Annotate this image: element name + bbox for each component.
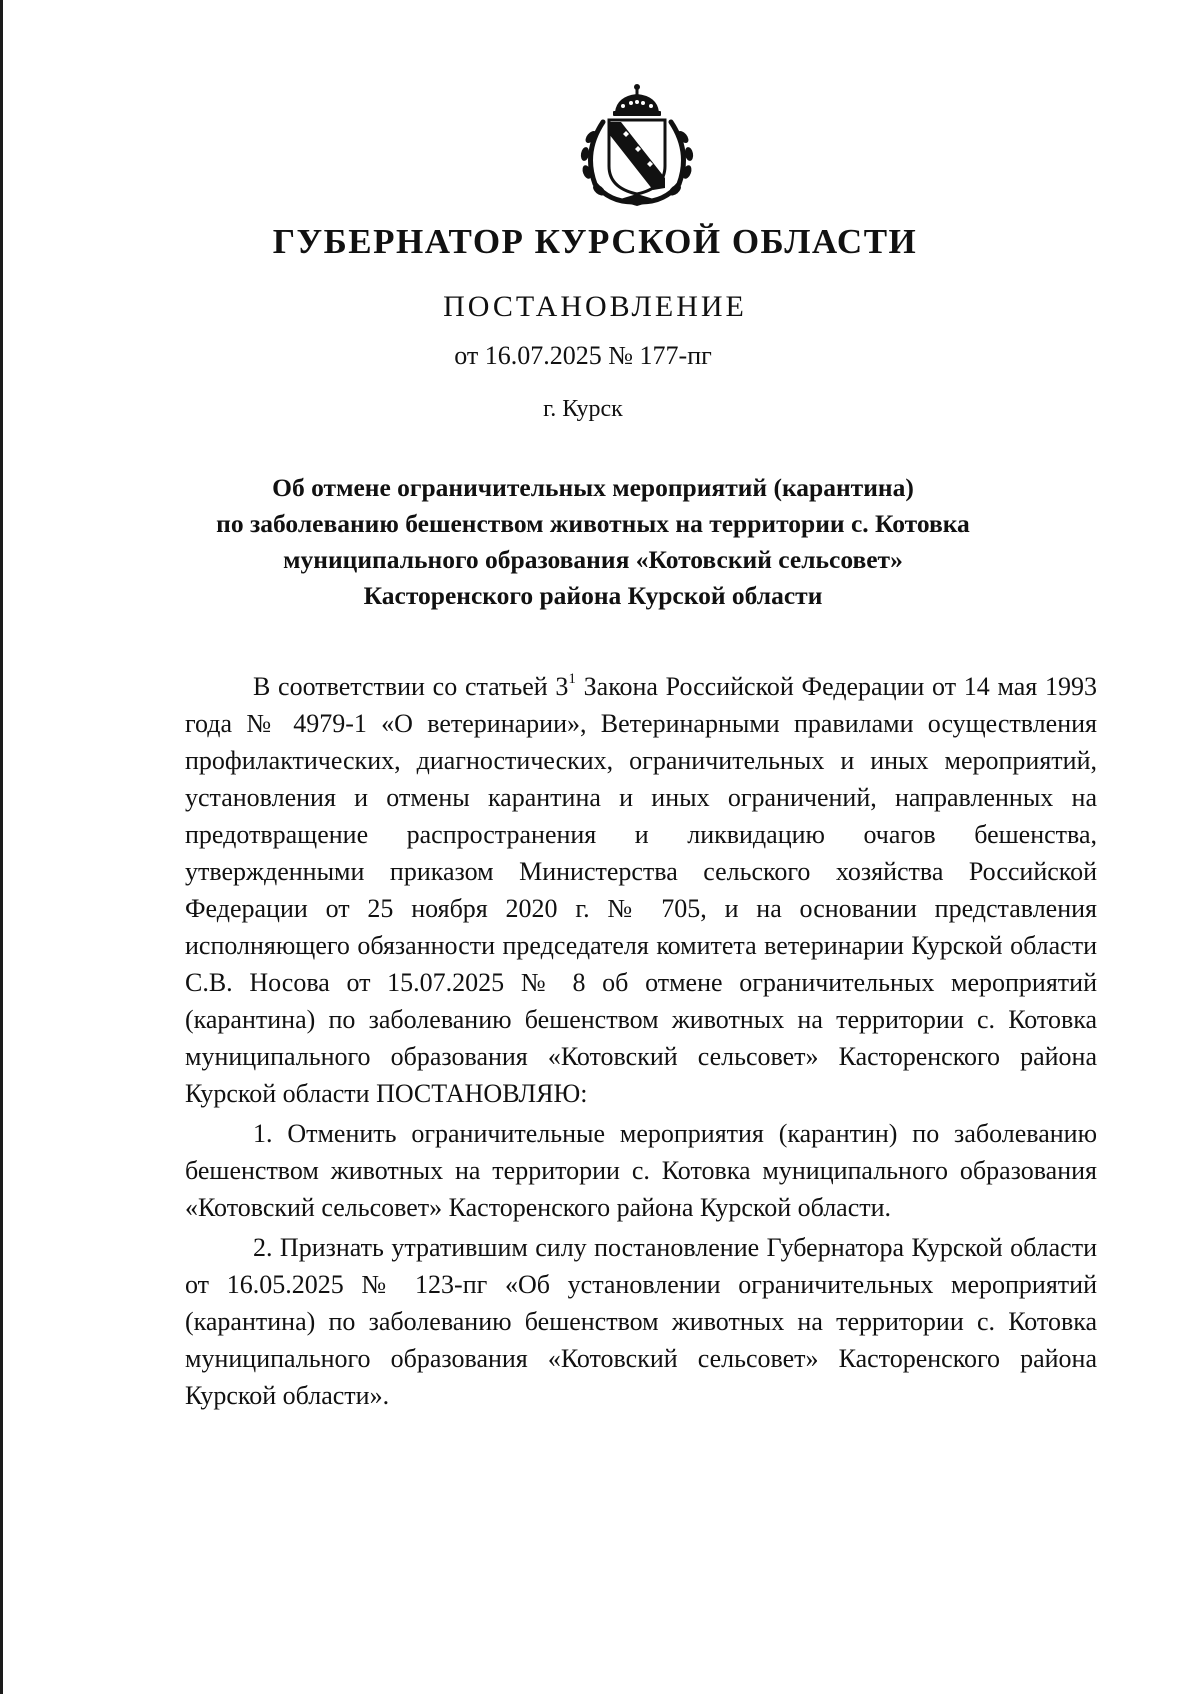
issuer-title: ГУБЕРНАТОР КУРСКОЙ ОБЛАСТИ	[272, 222, 918, 261]
document-date-number: от 16.07.2025 № 177-пг	[454, 341, 712, 370]
item-paragraph-2: 2. Признать утратившим силу постановление Губернатора Курской области от 16.05.2025 № 123-пг «Об установлении ограничительных мероприятий (карантина) по заболеванию бешенством животных на территории с. Котовка муниципального образования «Котовский сельсовет» Касторенского района Курской области».	[185, 1233, 1097, 1410]
item-paragraph-1: 1. Отменить ограничительные мероприятия (карантин) по заболеванию бешенством животных на территории с. Котовка муниципального образования «Котовский сельсовет» Касторенского района Курской области.	[185, 1119, 1097, 1222]
coat-of-arms-icon	[573, 82, 701, 208]
subject-line: Касторенского района Курской области	[363, 581, 823, 610]
preamble-start: В соответствии со статьей 3	[253, 672, 569, 701]
document-type: ПОСТАНОВЛЕНИЕ	[443, 290, 747, 323]
document-subject	[153, 470, 1033, 614]
article-superscript: 1	[568, 671, 576, 687]
subject-line: по заболеванию бешенством животных на территории с. Котовка	[216, 509, 970, 538]
subject-line: муниципального образования «Котовский сельсовет»	[283, 545, 903, 574]
preamble-paragraph	[185, 668, 1097, 1112]
preamble-rest: Закона Российской Федерации от 14 мая 1993 года № 4979-1 «О ветеринарии», Ветеринарными правилами осуществления профилактических, диагностических, ограничительных и иных мероприятий, установления и отмены карантина и иных ограничений, направленных на предотвращение распространения и ликвидацию очагов бешенства, утвержденными приказом Министерства сельского хозяйства Российской Федерации от 25 ноября 2020 г. № 705, и на основании представления исполняющего обязанности председателя комитета ветеринарии Курской области С.В. Носова от 15.07.2025 № 8 об отмене ограничительных мероприятий (карантина) по заболеванию бешенством животных на территории с. Котовка муниципального образования «Котовский сельсовет» Касторенского района Курской области ПОСТАНОВЛЯЮ:	[185, 672, 1097, 1108]
document-body	[185, 668, 1097, 1414]
subject-line: Об отмене ограничительных мероприятий (карантина)	[272, 473, 914, 502]
document-place: г. Курск	[543, 396, 623, 422]
